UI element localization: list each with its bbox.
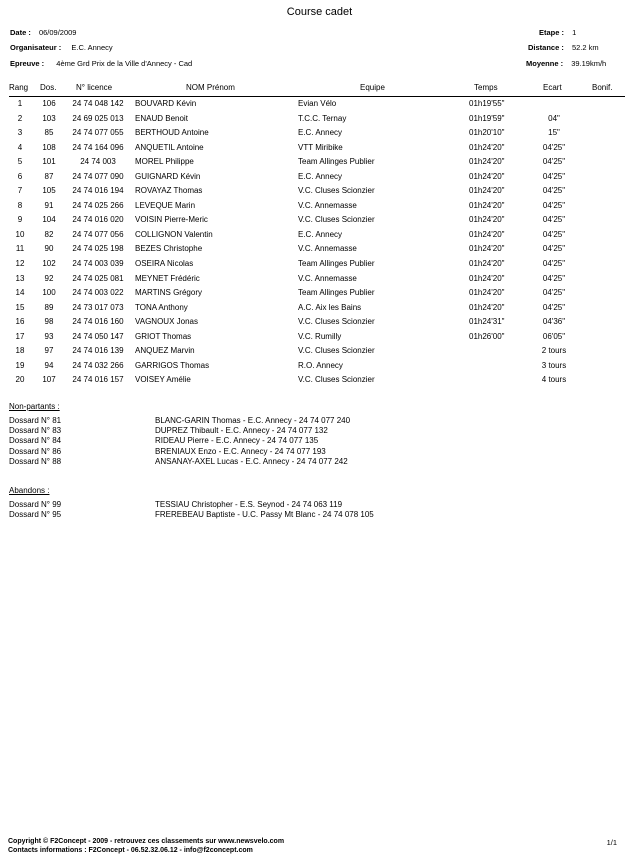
- rider-info: ANSANAY-AXEL Lucas - E.C. Annecy - 24 74 077 242: [155, 456, 348, 466]
- rank-cell: 10: [15, 229, 25, 239]
- list-item: [9, 446, 326, 457]
- time-cell: 01h24'20": [469, 273, 505, 283]
- rider-info: BLANC-GARIN Thomas - E.C. Annecy - 24 74 077 240: [155, 416, 351, 425]
- team-cell: V.C. Rumilly: [298, 331, 342, 341]
- gap-cell: 04'25": [542, 273, 566, 283]
- results-table-header: [0, 83, 639, 93]
- date-meta: [10, 28, 76, 37]
- team-cell: E.C. Annecy: [298, 171, 343, 181]
- epreuve-value: 4ème Grd Prix de la Ville d'Annecy - Cad: [56, 59, 193, 68]
- time-cell: 01h19'59": [469, 113, 505, 123]
- gap-cell: 04'25": [542, 142, 566, 152]
- page-title: Course cadet: [286, 6, 353, 18]
- time-cell: 01h19'55": [469, 99, 505, 108]
- rider-name-cell: TONA Anthony: [135, 302, 188, 312]
- col-dos-header: Dos.: [40, 83, 57, 92]
- bib-cell: 87: [44, 171, 54, 181]
- bib-cell: 85: [44, 128, 54, 138]
- licence-cell: 24 74 003 022: [72, 288, 124, 298]
- distance-value: 52.2 km: [571, 43, 599, 52]
- rider-name-cell: GRIOT Thomas: [135, 331, 192, 341]
- rank-cell: 13: [15, 273, 25, 283]
- rider-name-cell: VAGNOUX Jonas: [135, 317, 198, 327]
- table-row: [0, 317, 639, 332]
- rank-cell: 16: [15, 317, 25, 327]
- moyenne-label: Moyenne :: [526, 59, 564, 68]
- table-row: [0, 274, 639, 289]
- team-cell: Team Allinges Publier: [298, 259, 375, 269]
- team-cell: V.C. Cluses Scionzier: [298, 375, 375, 385]
- time-cell: 01h26'00": [469, 331, 505, 341]
- rider-name-cell: GUIGNARD Kévin: [135, 171, 201, 181]
- organisateur-value: E.C. Annecy: [71, 43, 113, 52]
- time-cell: 01h20'10": [469, 128, 505, 138]
- col-rang-header: Rang: [9, 83, 29, 92]
- time-cell: 01h24'20": [469, 200, 505, 210]
- rank-cell: 15: [15, 302, 25, 312]
- bib-cell: 108: [42, 142, 56, 152]
- dossard-label: Dossard N° 83: [9, 426, 62, 436]
- bib-cell: 106: [42, 99, 56, 108]
- list-item: [9, 510, 374, 520]
- epreuve-label: Epreuve :: [10, 59, 45, 68]
- table-row: [0, 332, 639, 347]
- bib-cell: 101: [42, 157, 56, 167]
- gap-cell: 04'25": [542, 302, 566, 312]
- rank-cell: 6: [17, 171, 23, 181]
- table-row: [0, 172, 639, 187]
- rider-info: DUPREZ Thibault - E.C. Annecy - 24 74 077 132: [155, 426, 328, 436]
- bib-cell: 90: [44, 244, 54, 254]
- bib-cell: 107: [42, 375, 56, 385]
- rider-name-cell: MOREL Philippe: [135, 157, 194, 167]
- bib-cell: 104: [42, 215, 56, 225]
- time-cell: 01h24'31": [469, 317, 505, 327]
- time-cell: 01h24'20": [469, 186, 505, 196]
- table-row: [0, 186, 639, 201]
- rank-cell: 19: [15, 360, 25, 370]
- organisateur-label: Organisateur :: [10, 43, 62, 52]
- licence-cell: 24 74 077 090: [72, 171, 124, 181]
- col-bonif-header: Bonif.: [592, 83, 613, 92]
- table-row: [0, 201, 639, 216]
- dossard-label: Dossard N° 88: [9, 456, 62, 466]
- rank-cell: 3: [17, 128, 23, 138]
- team-cell: Team Allinges Publier: [298, 288, 375, 298]
- table-row: [0, 303, 639, 318]
- list-item: [9, 426, 328, 436]
- bib-cell: 97: [44, 346, 54, 356]
- licence-cell: 24 74 077 056: [72, 229, 124, 239]
- bib-cell: 94: [44, 360, 54, 370]
- gap-cell: 04'36": [542, 317, 566, 327]
- gap-cell: 04'25": [542, 171, 566, 181]
- team-cell: Team Allinges Publier: [298, 157, 375, 167]
- rider-name-cell: VOISEY Amélie: [135, 375, 191, 385]
- rank-cell: 11: [15, 244, 25, 254]
- gap-cell: 04'25": [542, 288, 566, 298]
- dossard-label: Dossard N° 81: [9, 416, 62, 425]
- col-ecart-header: Ecart: [543, 83, 562, 92]
- rider-info: RIDEAU Pierre - E.C. Annecy - 24 74 077 135: [155, 436, 319, 446]
- gap-cell: 06'05": [542, 331, 566, 341]
- gap-cell: 04'25": [542, 215, 566, 225]
- time-cell: 01h24'20": [469, 215, 505, 225]
- licence-cell: 24 74 003 039: [72, 259, 124, 269]
- bib-cell: 98: [44, 317, 54, 327]
- dossard-label: Dossard N° 95: [9, 510, 62, 520]
- non-partants-section: [9, 402, 351, 467]
- licence-cell: 24 73 017 073: [72, 302, 124, 312]
- rank-cell: 18: [15, 346, 25, 356]
- rider-name-cell: GARRIGOS Thomas: [135, 360, 210, 370]
- list-item: [9, 500, 343, 510]
- gap-cell: 04": [548, 113, 560, 123]
- time-cell: 01h24'20": [469, 244, 505, 254]
- rank-cell: 14: [15, 288, 25, 298]
- licence-cell: 24 74 025 198: [72, 244, 124, 254]
- team-cell: V.C. Cluses Scionzier: [298, 186, 375, 196]
- bib-cell: 82: [44, 229, 54, 239]
- table-row: [0, 361, 639, 376]
- date-label: Date :: [10, 28, 31, 37]
- rank-cell: 2: [17, 113, 23, 123]
- licence-cell: 24 74 016 160: [72, 317, 124, 327]
- table-row: [0, 143, 639, 158]
- list-item: [9, 416, 351, 426]
- rider-name-cell: MARTINS Grégory: [135, 288, 202, 298]
- team-cell: V.C. Cluses Scionzier: [298, 215, 375, 225]
- bib-cell: 91: [44, 200, 54, 210]
- rider-info: FREREBEAU Baptiste - U.C. Passy Mt Blanc - 24 74 078 105: [155, 510, 374, 520]
- gap-cell: 4 tours: [541, 375, 567, 385]
- bib-cell: 89: [44, 302, 54, 312]
- team-cell: T.C.C. Ternay: [298, 113, 347, 123]
- page-number: 1/1: [606, 838, 617, 847]
- dossard-label: Dossard N° 86: [9, 446, 62, 456]
- licence-cell: 24 74 025 081: [72, 273, 124, 283]
- gap-cell: 04'25": [542, 259, 566, 269]
- gap-cell: 04'25": [542, 186, 566, 196]
- licence-cell: 24 74 050 147: [72, 331, 124, 341]
- footer: [8, 837, 284, 855]
- gap-cell: 2 tours: [541, 346, 567, 356]
- table-row: [0, 346, 639, 361]
- date-value: 06/09/2009: [38, 28, 77, 37]
- team-cell: V.C. Annemasse: [298, 244, 357, 254]
- rider-info: BRENIAUX Enzo - E.C. Annecy - 24 74 077 193: [155, 446, 326, 456]
- rank-cell: 4: [17, 142, 23, 152]
- licence-cell: 24 69 025 013: [72, 113, 124, 123]
- team-cell: V.C. Cluses Scionzier: [298, 346, 375, 356]
- distance-meta: [528, 43, 599, 52]
- time-cell: 01h24'20": [469, 229, 505, 239]
- licence-cell: 24 74 164 096: [72, 142, 124, 152]
- table-row: [0, 244, 639, 259]
- time-cell: 01h24'20": [469, 171, 505, 181]
- table-row: [0, 288, 639, 303]
- team-cell: VTT Miribike: [298, 142, 343, 152]
- licence-cell: 24 74 016 157: [72, 375, 124, 385]
- table-row: [0, 99, 639, 114]
- table-row: [0, 157, 639, 172]
- table-row: [0, 230, 639, 245]
- rider-name-cell: ENAUD Benoit: [135, 113, 188, 123]
- moyenne-meta: [526, 59, 606, 68]
- non-partants-title: Non-partants :: [9, 402, 60, 411]
- bib-cell: 102: [42, 259, 56, 269]
- bib-cell: 100: [42, 288, 56, 298]
- table-row: [0, 259, 639, 274]
- organisateur-meta: [10, 43, 113, 52]
- table-row: [0, 375, 639, 390]
- list-item: [9, 436, 319, 446]
- rider-name-cell: MEYNET Frédéric: [135, 273, 200, 283]
- time-cell: 01h24'20": [469, 142, 505, 152]
- gap-cell: 04'25": [542, 200, 566, 210]
- team-cell: R.O. Annecy: [298, 360, 343, 370]
- table-row: [0, 114, 639, 129]
- rank-cell: 8: [17, 200, 23, 210]
- bib-cell: 103: [42, 113, 56, 123]
- time-cell: 01h24'20": [469, 288, 505, 298]
- footer-contacts: Contacts informations : F2Concept - 06.52.32.06.12 - info@f2concept.com: [8, 847, 253, 854]
- rider-name-cell: BOUVARD Kévin: [135, 99, 197, 108]
- rank-cell: 5: [17, 157, 23, 167]
- licence-cell: 24 74 016 020: [72, 215, 124, 225]
- licence-cell: 24 74 077 055: [72, 128, 124, 138]
- dossard-label: Dossard N° 84: [9, 436, 62, 446]
- licence-cell: 24 74 016 139: [72, 346, 124, 356]
- gap-cell: 04'25": [542, 157, 566, 167]
- gap-cell: 3 tours: [541, 360, 567, 370]
- col-equipe-header: Equipe: [360, 83, 385, 92]
- rank-cell: 7: [17, 186, 23, 196]
- rank-cell: 1: [17, 99, 23, 108]
- col-temps-header: Temps: [474, 83, 498, 92]
- rider-name-cell: BEZES Christophe: [135, 244, 203, 254]
- rider-name-cell: VOISIN Pierre-Meric: [135, 215, 208, 225]
- rider-name-cell: ANQUEZ Marvin: [135, 346, 195, 356]
- etape-value: 1: [572, 28, 577, 37]
- time-cell: 01h24'20": [469, 302, 505, 312]
- team-cell: V.C. Annemasse: [298, 200, 357, 210]
- gap-cell: 04'25": [542, 229, 566, 239]
- dossard-label: Dossard N° 99: [9, 500, 62, 509]
- gap-cell: 15": [548, 128, 560, 138]
- team-cell: A.C. Aix les Bains: [298, 302, 362, 312]
- rider-name-cell: LEVEQUE Marin: [135, 200, 196, 210]
- bib-cell: 105: [42, 186, 56, 196]
- team-cell: E.C. Annecy: [298, 128, 343, 138]
- results-table: [0, 99, 639, 390]
- etape-meta: [539, 28, 576, 37]
- team-cell: V.C. Annemasse: [298, 273, 357, 283]
- licence-cell: 24 74 016 194: [72, 186, 124, 196]
- rider-name-cell: BERTHOUD Antoine: [135, 128, 209, 138]
- rider-info: TESSIAU Christopher - E.S. Seynod - 24 74 063 119: [155, 500, 343, 509]
- licence-cell: 24 74 048 142: [72, 99, 124, 108]
- table-row: [0, 128, 639, 143]
- col-nom-header: NOM Prénom: [186, 83, 235, 92]
- time-cell: 01h24'20": [469, 259, 505, 269]
- rank-cell: 12: [15, 259, 25, 269]
- rank-cell: 9: [17, 215, 23, 225]
- rank-cell: 17: [15, 331, 25, 341]
- licence-cell: 24 74 025 266: [72, 200, 124, 210]
- team-cell: Evian Vélo: [298, 99, 337, 108]
- rider-name-cell: ANQUETIL Antoine: [135, 142, 204, 152]
- col-licence-header: N° licence: [76, 83, 113, 92]
- moyenne-value: 39.19km/h: [571, 59, 607, 68]
- rider-name-cell: ROVAYAZ Thomas: [135, 186, 203, 196]
- footer-copyright: Copyright © F2Concept - 2009 - retrouvez ces classements sur www.newsvelo.com: [8, 838, 285, 845]
- licence-cell: 24 74 003: [80, 157, 116, 167]
- distance-label: Distance :: [528, 43, 564, 52]
- gap-cell: 04'25": [542, 244, 566, 254]
- bib-cell: 93: [44, 331, 54, 341]
- rider-name-cell: COLLIGNON Valentin: [135, 229, 213, 239]
- time-cell: 01h24'20": [469, 157, 505, 167]
- epreuve-meta: [10, 59, 192, 68]
- rider-name-cell: OSEIRA Nicolas: [135, 259, 194, 269]
- table-row: [0, 215, 639, 230]
- header-divider: [9, 96, 625, 97]
- bib-cell: 92: [44, 273, 54, 283]
- rank-cell: 20: [15, 375, 25, 385]
- abandons-title: Abandons :: [9, 486, 50, 495]
- team-cell: E.C. Annecy: [298, 229, 343, 239]
- licence-cell: 24 74 032 266: [72, 360, 124, 370]
- team-cell: V.C. Cluses Scionzier: [298, 317, 375, 327]
- list-item: [9, 456, 348, 467]
- etape-label: Etape :: [539, 28, 565, 37]
- abandons-section: [9, 486, 374, 520]
